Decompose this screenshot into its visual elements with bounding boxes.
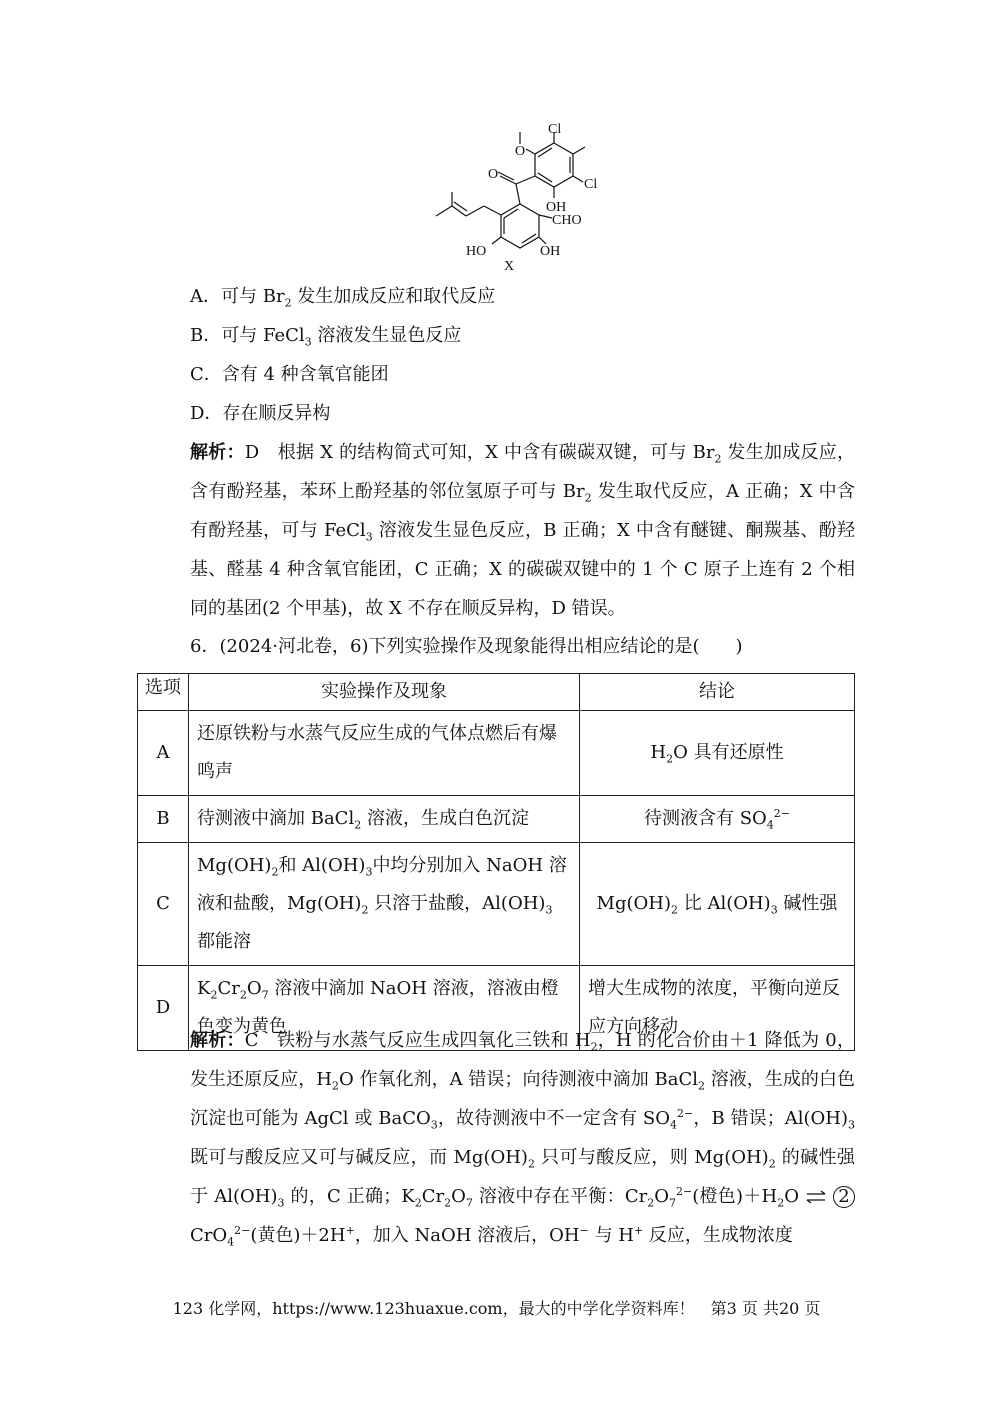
equilibrium-arrow-icon [805,1188,827,1206]
circled-coefficient: 2 [833,1186,855,1208]
ho-left-label: HO [466,244,487,259]
methoxy-o-label: O [515,144,526,159]
option-c: C．含有 4 种含氧官能团 [190,364,389,385]
ketone-o-label: O [488,167,499,182]
header-operation: 实验操作及现象 [189,674,580,711]
oh-mid-label: OH [546,200,567,215]
cho-label: CHO [552,213,582,228]
header-conclusion: 结论 [580,674,855,711]
structure-svg [428,118,618,278]
structure-diagram [428,118,618,278]
option-a: A．可与 $Br_2$ 发生加成反应和取代反应 [190,286,496,310]
compound-x-label: X [504,259,515,274]
table-row: C $Mg(OH)_2$和 $Al(OH)_3$中均分别加入 NaOH 溶液和盐酸，$Mg(OH)_2$ 只溶于盐酸，$Al(OH)_3$ 都能溶 $Mg(OH)_2$ 比 $Al(OH)_3$ 碱性强 [138,843,855,966]
table-row: A 还原铁粉与水蒸气反应生成的气体点燃后有爆鸣声 $H_2O$ 具有还原性 [138,711,855,796]
analysis-2: 解析：C 铁粉与水蒸气反应生成四氧化三铁和 $H_2$，H 的化合价由＋1 降低为 0，发生还原反应，$H_2O$ 作氧化剂，A 错误；向待测液中滴加 BaCl$_2$ 溶液，生成的白色沉淀也可能为 AgCl 或 BaCO$_3$，故待测液中不一定含有 $SO_4^{2-}$，B 错误；$Al(OH)_3$ 既可与酸反应又可与碱反应，而 $Mg(OH)_2$ 只可与酸反应，则 $Mg(OH)_2$ 的碱性强于 $Al(OH)_3$ 的，C 正确；$K_2Cr_2O_7$ 溶液中存在平衡：$Cr_2O_7^{2-}$(橙色)$+H_2O$ 2CrO$_4^{2-}$(黄色)＋2H+，加入 NaOH 溶液后，OH− 与 H+ 反应，生成物浓度 [190,1030,855,1249]
oh-right-label: OH [540,244,561,259]
option-b: B．可与 FeCl$_3$ 溶液发生显色反应 [190,325,462,349]
cl-right-label: Cl [584,177,598,192]
option-d: D．存在顺反异构 [190,403,331,424]
experiment-table [137,673,855,1051]
cl-top-label: Cl [548,122,562,137]
table-row: B 待测液中滴加 BaCl$_2$ 溶液，生成白色沉淀 待测液含有 $SO_4^{2-}$ [138,796,855,843]
question-6: 6．(2024·河北卷，6)下列实验操作及现象能得出相应结论的是( ) [190,636,743,657]
table-header-row [138,674,855,711]
analysis-1: 解析：D 根据 X 的结构简式可知，X 中含有碳碳双键，可与 $Br_2$ 发生加成反应，含有酚羟基，苯环上酚羟基的邻位氢原子可与 $Br_2$ 发生取代反应，A 正确；X 中含有酚羟基，可与 FeCl$_3$ 溶液发生显色反应，B 正确；X 中含有醚键、酮羰基、酚羟基、醛基 4 种含氧官能团，C 正确；X 的碳碳双键中的 1 个 C 原子上连有 2 个相同的基团(2 个甲基)，故 X 不存在顺反异构，D 错误。 [190,442,856,619]
page-footer: 123 化学网，https://www.123huaxue.com，最大的中学化学资料库！ 第3 页 共20 页 [172,1299,821,1318]
table-row: D $K_2Cr_2O_7$ 溶液中滴加 NaOH 溶液，溶液由橙色变为黄色 增大生成物的浓度，平衡向逆反应方向移动 [138,966,855,1051]
header-option: 选项 [138,674,189,711]
analysis-label: 解析： [190,442,245,463]
